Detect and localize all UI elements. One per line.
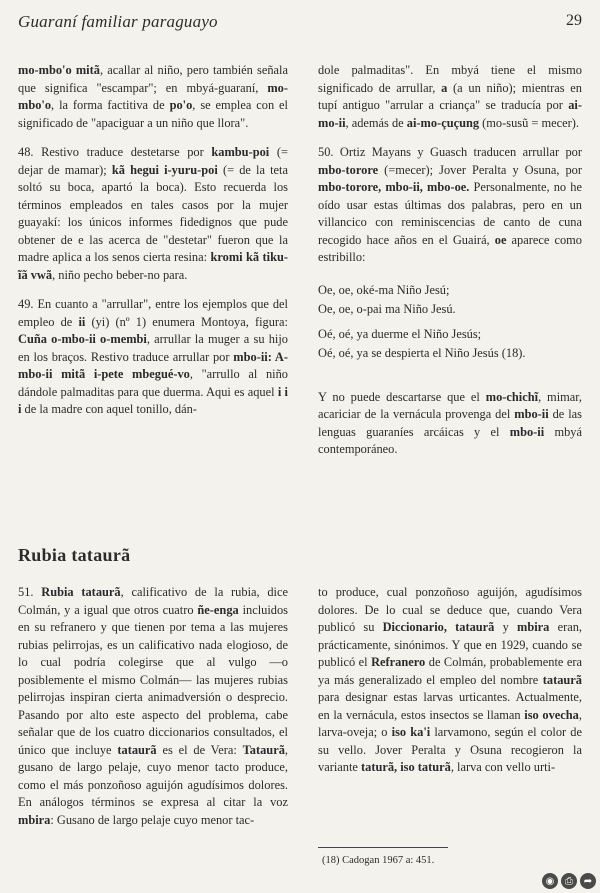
paragraph (18, 584, 288, 829)
bottom-left-column (18, 584, 288, 841)
bottom-left-paragraphs (18, 584, 288, 829)
bold-term: Cuña o-mbo-ii o-membi (18, 332, 147, 346)
top-right-column (318, 62, 582, 471)
bold-term: i i i (18, 384, 288, 416)
bold-term: Diccionario, tataurã (382, 620, 495, 634)
bold-term: mo-mbo'o mitã (18, 63, 100, 77)
bold-term: kromi kã tiku-ĩã vwã (18, 250, 288, 282)
page-number: 29 (566, 12, 582, 29)
paragraph (318, 144, 582, 267)
bold-term: iso ovecha (524, 707, 579, 722)
bold-term: ai-mo-ii (318, 98, 582, 130)
text-run: dole palmaditas". En mbyá tiene el mismo significado de arrullar, (318, 63, 582, 95)
text-run: (yi) (nº 1) enumera Montoya, figura: (85, 314, 288, 329)
text-run: es el de Vera: (156, 742, 243, 757)
text-run: de la madre con aquel tonillo, dán- (21, 402, 197, 416)
bottom-right-paragraphs (318, 584, 582, 777)
top-left-paragraphs (18, 62, 288, 419)
text-run: eran, prácticamente, sinónimos. Y que en 1929, cuando se publicó el (318, 620, 582, 669)
verse-block (318, 281, 582, 363)
text-run: , además de (345, 115, 407, 130)
text-run: (a un niño); mientras en tupí antiguo "arrular a criança" se traducía por (318, 80, 582, 112)
verse-line: Oé, oé, ya duerme el Niño Jesús; (318, 326, 482, 341)
paragraph (18, 62, 288, 132)
bold-term: mbira (517, 620, 550, 634)
verse-line: Oe, oe, o-pai ma Niño Jesú. (318, 301, 456, 316)
text-run: aparece como estribillo: (318, 232, 582, 264)
text-run: 50. Ortiz Mayans y Guasch traducen arrullar por (318, 145, 582, 159)
bold-term: mbo-torore, mbo-ii, mbo-oe. (318, 180, 470, 194)
bold-term: a (441, 80, 448, 95)
bold-term: Rubia tataurã (41, 585, 121, 599)
text-run: , larva con vello urti- (450, 760, 556, 774)
bold-term: iso ka'i (391, 725, 431, 739)
footnote-rule (318, 847, 448, 848)
bottom-right-column (318, 584, 582, 789)
text-run: , mimar, acariciar de la vernácula provenga del (318, 389, 583, 421)
text-run: para designar estas larvas urticantes. Actualmente, en la vernácula, estos insectos se llaman (318, 690, 582, 722)
text-run: (= dejar de mamar); (18, 145, 288, 177)
text-run: to produce, cual ponzoñoso aguijón, agudísimos dolores. De lo cual se deduce que, cuando Vera publicó su (318, 585, 582, 634)
text-run: , gusano de largo pelaje, cuyo menor tacto produce, como el más ponzoñoso aguijón agudísimos dolores. En análogos términos se expresa al citar la voz (18, 742, 288, 809)
text-run: de las lenguas guaraníes arcáicas y el (318, 407, 582, 439)
paragraph (318, 389, 582, 459)
running-title: Guaraní familiar paraguayo (18, 12, 218, 31)
text-run: mbyá contemporáneo. (318, 424, 582, 456)
bold-term: mbo-ii: A-mbo-ii mitã i-pete mbegué-vo (18, 349, 288, 381)
text-run: 49. En cuanto a "arrullar", entre los ejemplos que del empleo de (18, 297, 288, 329)
text-run: , la forma factitiva de (51, 98, 170, 112)
text-run: 51. (18, 585, 42, 599)
bold-term: kã hegui i-yuru-poi (111, 162, 218, 177)
bold-term: mo-mbo'o (18, 80, 288, 112)
text-run: , arrullar la muger a su hijo en los braços. Restivo traduce arrullar por (18, 332, 288, 364)
text-run: (= de la teta soltó su boca, apartó la boca). Esto recuerda los términos empleados en tales casos por la mujer guayakí: los únicos informes fidedignos que pude obtener de e las acerca de "destetar" fueron que la madre aplica a los senos cierta resina: (18, 162, 288, 264)
bold-term: mbo-torore (318, 162, 379, 177)
top-right-paragraphs (318, 62, 582, 267)
text-run: incluidos en su refranero y que tienen por tema a las mujeres rubias pelirrojas, es un calificativo nada elogioso, de lo cual podría colegirse que al vulgo —o posiblemente el mismo Colmán— las mujeres rubias pelirrojas inspiran cierta animadversión o desprecio. Pasando por alto este aspecto del problema, cabe señalar que de los cuatro diccionarios consultados, el único que incluye (18, 602, 289, 757)
eye-icon[interactable]: ◉ (542, 873, 558, 889)
bold-term: ii (78, 314, 86, 329)
verse-line: Oé, oé, ya se despierta el Niño Jesús (18). (318, 345, 526, 360)
bold-term: mbo-ii (509, 424, 545, 439)
text-run: Personalmente, no he oído usar estas últimas dos palabras, pero en un villancico con reminiscencias de canto de cuna recogido hace años en el Guairá, (318, 180, 582, 247)
text-run: , "arrullo al niño dándole palmaditas para que duerma. Aqui es aquel (18, 367, 288, 399)
text-run: (mo-susũ = mecer). (479, 115, 579, 130)
bold-term: taturã, iso taturã (361, 760, 451, 774)
text-run: larvamono, según el color de su vello. Jover Peralta y Osuna recogieron la variante (318, 725, 582, 774)
bold-term: kambu-poi (211, 145, 270, 159)
paragraph (318, 584, 582, 777)
print-icon[interactable]: ⎙ (561, 873, 577, 889)
paragraph (318, 62, 582, 132)
bold-term: mbira (18, 812, 51, 827)
top-left-column (18, 62, 288, 431)
bold-term: mbo-ii (514, 407, 549, 421)
paragraph (18, 144, 288, 284)
text-run: , niño pecho beber-no para. (52, 267, 188, 282)
bold-term: tataurã (542, 672, 582, 687)
bold-term: tataurã (117, 742, 157, 757)
text-run: , se emplea con el significado de "apaciguar a un niño que llora". (18, 98, 288, 130)
bold-term: ñe-enga (197, 602, 239, 617)
text-run: y (494, 620, 517, 634)
text-run: (=mecer); Jover Peralta y Osuna, por (378, 162, 582, 177)
text-run: , larva-oveja; o (318, 707, 582, 739)
text-run: de Colmán, probablemente era ya más generalizado el empleo del nombre (318, 655, 583, 687)
text-run: , acallar al niño, pero también señala que significa "escampar"; en mbyá-guaraní, (18, 63, 289, 95)
bold-term: ai-mo-çuçung (406, 115, 480, 130)
text-run: : Gusano de largo pelaje cuyo menor tac- (50, 812, 255, 827)
text-run: Y no puede descartarse que el (318, 389, 486, 404)
bold-term: mo-chichĩ (485, 389, 539, 404)
text-run: , calificativo de la rubia, dice Colmán, y a igual que otros cuatro (18, 585, 289, 617)
bold-term: Refranero (371, 655, 426, 669)
verse-line: Oe, oe, oké-ma Niño Jesú; (318, 282, 450, 297)
after-verse-paragraph (318, 389, 582, 459)
section-heading: Rubia tataurã (18, 545, 131, 565)
corner-toolbar (542, 873, 596, 889)
bold-term: po'o (169, 98, 193, 112)
bold-term: Tataurã (242, 742, 285, 757)
paragraph (18, 296, 288, 419)
text-run: 48. Restivo traduce destetarse por (18, 145, 212, 159)
footnote: (18) Cadogan 1967 a: 451. (322, 855, 435, 866)
bold-term: oe (494, 232, 507, 247)
share-icon[interactable]: ➦ (580, 873, 596, 889)
